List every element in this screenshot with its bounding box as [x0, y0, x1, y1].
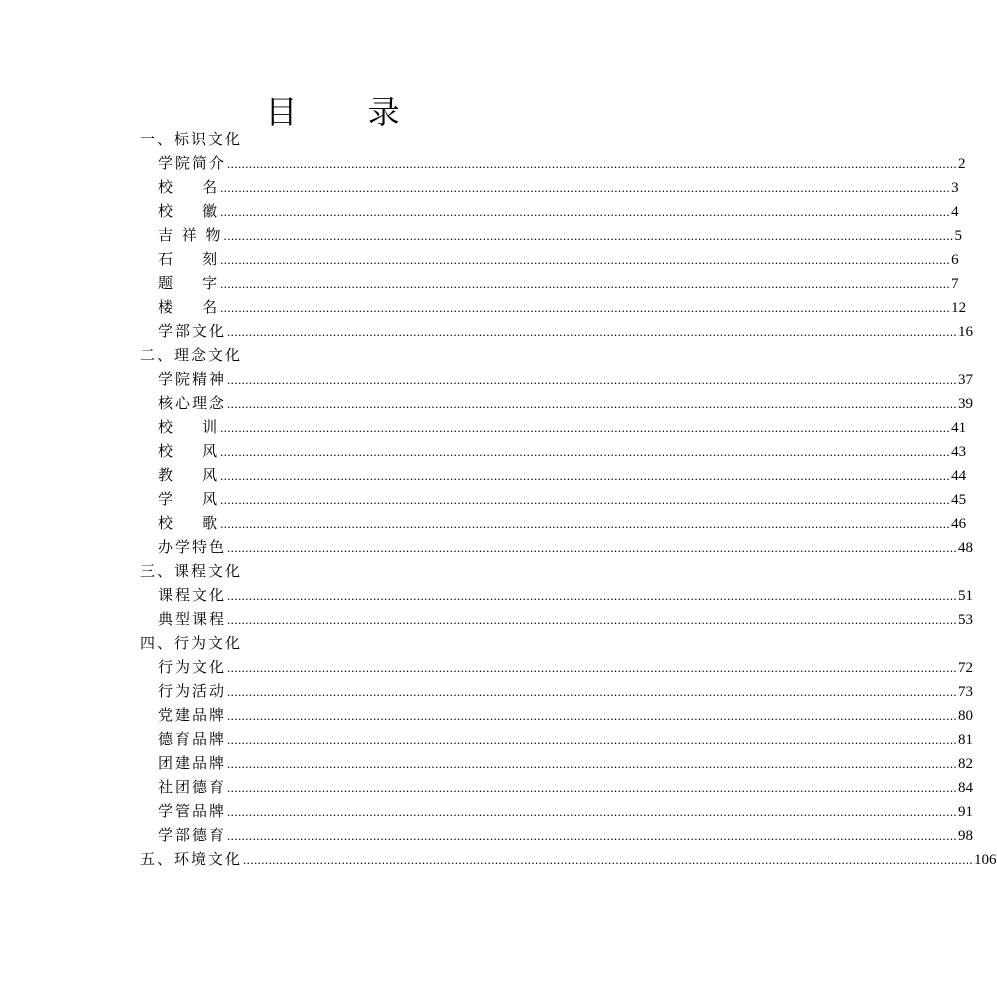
dot-leader: ........................................................................................................................................................................................................	[227, 804, 958, 819]
entry-label: 核心理念	[158, 394, 227, 412]
toc-entry	[158, 439, 967, 463]
entry-page-number: 2	[958, 156, 966, 172]
dot-leader: ........................................................................................................................................................................................................	[227, 588, 958, 603]
entry-page-number: 46	[951, 516, 967, 532]
toc-entry	[158, 823, 974, 847]
entry-page-number: 91	[958, 804, 974, 820]
entry-label: 吉 祥 物	[158, 226, 223, 244]
entry-page-number: 44	[951, 468, 967, 484]
entry-page-number: 98	[958, 828, 974, 844]
entry-page-number: 16	[958, 324, 974, 340]
entry-page-number: 48	[958, 540, 974, 556]
toc-entry	[140, 847, 997, 871]
dot-leader: ........................................................................................................................................................................................................	[220, 252, 951, 267]
dot-leader: ........................................................................................................................................................................................................	[227, 396, 958, 411]
section-label: 四、行为文化	[140, 634, 243, 652]
dot-leader: ........................................................................................................................................................................................................	[227, 660, 958, 675]
toc-entry	[158, 535, 974, 559]
entry-page-number: 43	[951, 444, 967, 460]
entry-page-number: 7	[951, 276, 959, 292]
entry-label: 校 名	[158, 178, 220, 196]
toc-entry	[158, 271, 959, 295]
entry-page-number: 4	[951, 204, 959, 220]
entry-label: 学部德育	[158, 826, 227, 844]
toc-entry	[158, 367, 974, 391]
section-label: 二、理念文化	[140, 346, 243, 364]
dot-leader: ........................................................................................................................................................................................................	[227, 756, 958, 771]
entry-page-number: 3	[951, 180, 959, 196]
entry-page-number: 5	[954, 228, 963, 244]
entry-label: 校 训	[158, 418, 220, 436]
entry-label: 题 字	[158, 274, 220, 292]
entry-label: 学院简介	[158, 154, 227, 172]
dot-leader: ........................................................................................................................................................................................................	[220, 300, 951, 315]
entry-page-number: 80	[958, 708, 974, 724]
toc-entry	[158, 199, 959, 223]
toc-entry	[158, 607, 974, 631]
dot-leader: ........................................................................................................................................................................................................	[227, 372, 958, 387]
toc-entry	[158, 391, 974, 415]
dot-leader: ........................................................................................................................................................................................................	[220, 468, 951, 483]
dot-leader: ........................................................................................................................................................................................................	[220, 444, 951, 459]
toc-entry	[158, 583, 974, 607]
entry-page-number: 41	[951, 420, 967, 436]
entry-label: 行为活动	[158, 682, 227, 700]
toc-entry	[158, 727, 974, 751]
dot-leader: ........................................................................................................................................................................................................	[220, 516, 951, 531]
dot-leader: ........................................................................................................................................................................................................	[220, 276, 951, 291]
entry-label: 校 风	[158, 442, 220, 460]
toc-entry	[158, 295, 967, 319]
entry-label: 办学特色	[158, 538, 227, 556]
toc-section	[140, 127, 340, 151]
entry-label: 课程文化	[158, 586, 227, 604]
dot-leader: ........................................................................................................................................................................................................	[220, 420, 951, 435]
toc-entry	[158, 655, 974, 679]
entry-label: 学 风	[158, 490, 220, 508]
entry-page-number: 81	[958, 732, 974, 748]
entry-label: 校 徽	[158, 202, 220, 220]
toc-entry	[158, 319, 974, 343]
entry-label: 团建品牌	[158, 754, 227, 772]
entry-page-number: 6	[951, 252, 959, 268]
toc-entry	[158, 415, 967, 439]
dot-leader: ........................................................................................................................................................................................................	[243, 852, 974, 867]
entry-label: 学院精神	[158, 370, 227, 388]
entry-page-number: 37	[958, 372, 974, 388]
dot-leader: ........................................................................................................................................................................................................	[227, 324, 958, 339]
entry-page-number: 45	[951, 492, 967, 508]
toc-entry	[158, 247, 959, 271]
entry-page-number: 12	[951, 300, 967, 316]
entry-label: 校 歌	[158, 514, 220, 532]
entry-label: 教 风	[158, 466, 220, 484]
dot-leader: ........................................................................................................................................................................................................	[227, 684, 958, 699]
toc-entry	[158, 463, 967, 487]
dot-leader: ........................................................................................................................................................................................................	[223, 228, 954, 243]
entry-page-number: 39	[958, 396, 974, 412]
toc-entry	[158, 151, 966, 175]
entry-page-number: 73	[958, 684, 974, 700]
dot-leader: ........................................................................................................................................................................................................	[227, 708, 958, 723]
dot-leader: ........................................................................................................................................................................................................	[227, 732, 958, 747]
dot-leader: ........................................................................................................................................................................................................	[227, 156, 958, 171]
section-label: 一、标识文化	[140, 130, 243, 148]
toc-entry	[158, 679, 974, 703]
entry-page-number: 106	[974, 852, 997, 868]
toc-entry	[158, 751, 974, 775]
entry-label: 党建品牌	[158, 706, 227, 724]
entry-label: 学管品牌	[158, 802, 227, 820]
dot-leader: ........................................................................................................................................................................................................	[227, 828, 958, 843]
entry-page-number: 84	[958, 780, 974, 796]
toc-section	[140, 343, 340, 367]
toc-entry	[158, 799, 974, 823]
entry-label: 行为文化	[158, 658, 227, 676]
toc-section	[140, 559, 340, 583]
toc-section	[140, 631, 340, 655]
entry-label: 石 刻	[158, 250, 220, 268]
dot-leader: ........................................................................................................................................................................................................	[220, 180, 951, 195]
entry-label: 学部文化	[158, 322, 227, 340]
entry-page-number: 82	[958, 756, 974, 772]
toc-entry	[158, 703, 974, 727]
page-title: 目 录	[265, 93, 430, 131]
entry-label: 楼 名	[158, 298, 220, 316]
toc-entry	[158, 775, 974, 799]
dot-leader: ........................................................................................................................................................................................................	[220, 492, 951, 507]
entry-page-number: 51	[958, 588, 974, 604]
section-label: 三、课程文化	[140, 562, 243, 580]
dot-leader: ........................................................................................................................................................................................................	[227, 780, 958, 795]
toc-entry	[158, 175, 959, 199]
entry-label: 社团德育	[158, 778, 227, 796]
toc-entry	[158, 223, 963, 247]
entry-page-number: 53	[958, 612, 974, 628]
entry-page-number: 72	[958, 660, 974, 676]
dot-leader: ........................................................................................................................................................................................................	[227, 612, 958, 627]
entry-label: 五、环境文化	[140, 850, 243, 868]
toc-entry	[158, 511, 967, 535]
entry-label: 德育品牌	[158, 730, 227, 748]
entry-label: 典型课程	[158, 610, 227, 628]
dot-leader: ........................................................................................................................................................................................................	[220, 204, 951, 219]
dot-leader: ........................................................................................................................................................................................................	[227, 540, 958, 555]
toc-entry	[158, 487, 967, 511]
